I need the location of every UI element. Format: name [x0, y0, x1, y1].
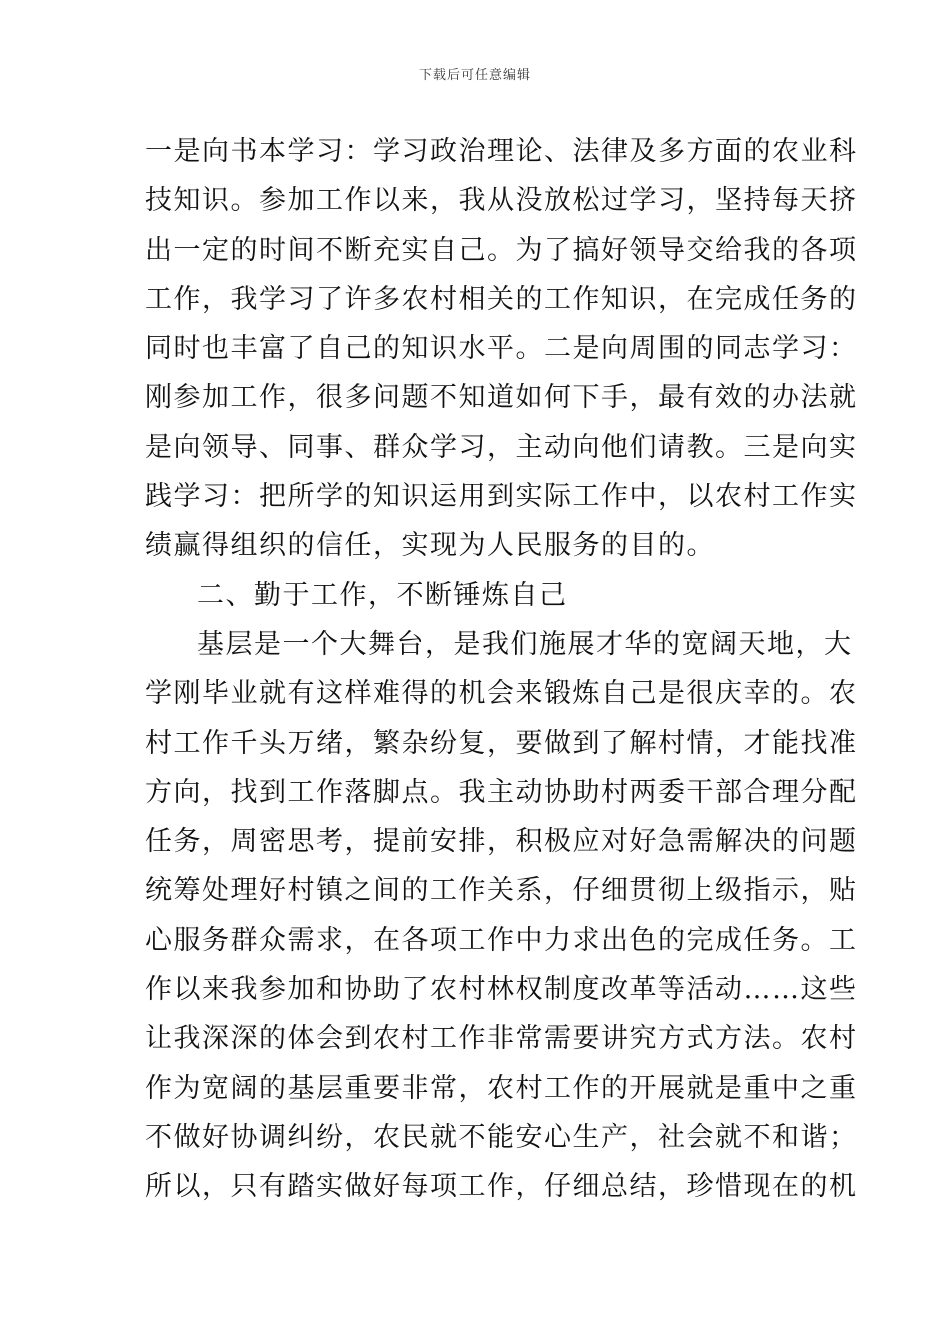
text-line: 学刚毕业就有这样难得的机会来锻炼自己是很庆幸的。农 [145, 678, 858, 710]
text-line: 同时也丰富了自己的知识水平。二是向周围的同志学习： [145, 333, 858, 365]
text-line: 让我深深的体会到农村工作非常需要讲究方式方法。农村 [145, 1023, 858, 1055]
text-line: 绩赢得组织的信任，实现为人民服务的目的。 [145, 530, 715, 562]
text-line: 统筹处理好村镇之间的工作关系，仔细贯彻上级指示，贴 [145, 875, 858, 907]
text-line: 刚参加工作，很多问题不知道如何下手，最有效的办法就 [145, 382, 858, 414]
text-line: 出一定的时间不断充实自己。为了搞好领导交给我的各项 [145, 234, 858, 266]
paragraph-work-experience [145, 620, 858, 1212]
text-line: 心服务群众需求，在各项工作中力求出色的完成任务。工 [145, 924, 858, 956]
text-line: 技知识。参加工作以来，我从没放松过学习，坚持每天挤 [145, 185, 858, 217]
document-body [145, 127, 858, 1212]
text-line: 基层是一个大舞台，是我们施展才华的宽阔天地，大 [197, 628, 853, 660]
text-line: 任务，周密思考，提前安排，积极应对好急需解决的问题 [145, 826, 858, 858]
text-line: 作为宽阔的基层重要非常，农村工作的开展就是重中之重 [145, 1072, 858, 1104]
section-heading: 二、勤于工作，不断锤炼自己 [197, 579, 568, 611]
text-line: 不做好协调纠纷，农民就不能安心生产，社会就不和谐； [145, 1121, 858, 1153]
paragraph-study-methods [145, 127, 858, 571]
text-line: 村工作千头万绪，繁杂纷复，要做到了解村情，才能找准 [145, 727, 858, 759]
text-line: 践学习：把所学的知识运用到实际工作中，以农村工作实 [145, 481, 858, 513]
page-header: 下载后可任意编辑 [418, 68, 531, 83]
text-line: 工作，我学习了许多农村相关的工作知识，在完成任务的 [145, 283, 858, 315]
text-line: 方向，找到工作落脚点。我主动协助村两委干部合理分配 [145, 776, 858, 808]
text-line: 是向领导、同事、群众学习，主动向他们请教。三是向实 [145, 431, 858, 463]
text-line: 一是向书本学习：学习政治理论、法律及多方面的农业科 [145, 136, 858, 167]
text-line: 作以来我参加和协助了农村林权制度改革等活动……这些 [145, 974, 858, 1006]
text-line: 所以，只有踏实做好每项工作，仔细总结，珍惜现在的机 [145, 1171, 858, 1203]
